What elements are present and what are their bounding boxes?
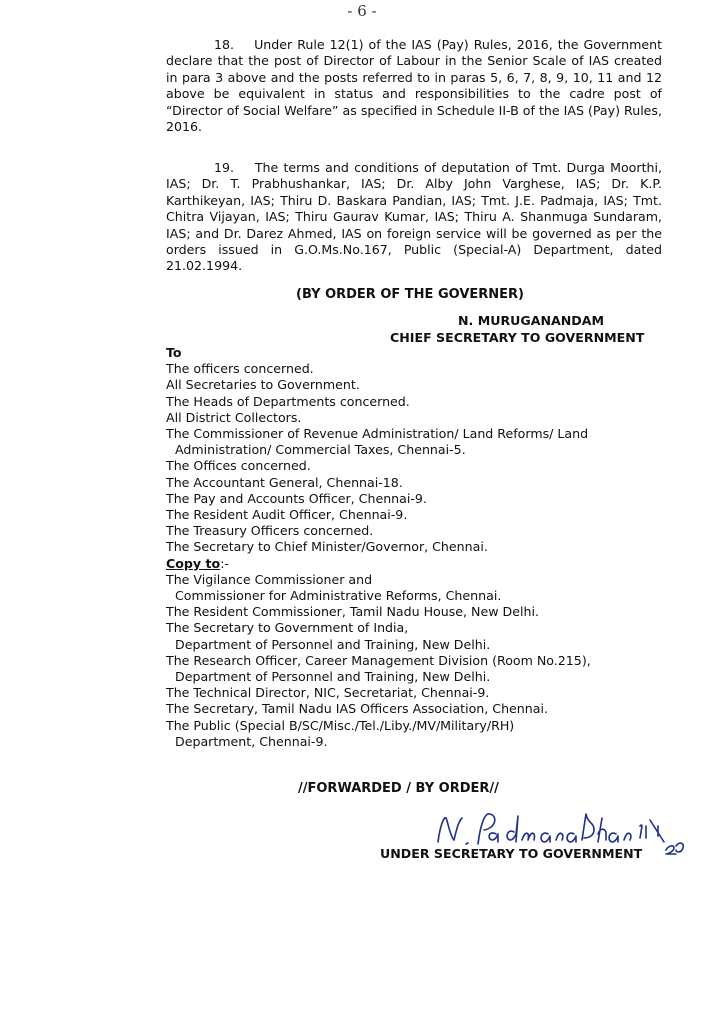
to-list-item: The Pay and Accounts Officer, Chennai-9. (166, 490, 427, 506)
copy-list-item: The Technical Director, NIC, Secretariat, Chennai-9. (166, 685, 490, 701)
copy-list-item: The Public (Special B/SC/Misc./Tel./Liby./MV/Military/RH) (166, 717, 515, 733)
paragraph-18-number: 18. (214, 37, 235, 52)
copy-list-item: Department, Chennai-9. (175, 733, 328, 749)
copy-list-item: The Research Officer, Career Management Division (Room No.215), (166, 652, 591, 668)
to-list-item: The Resident Audit Officer, Chennai-9. (166, 507, 408, 523)
to-list-item: The Treasury Officers concerned. (166, 523, 374, 539)
to-heading: To (166, 345, 182, 360)
page-number: - 6 - (347, 2, 377, 20)
copy-list-item: Department of Personnel and Training, New Delhi. (175, 636, 491, 652)
paragraph-19-number: 19. (214, 160, 235, 175)
to-list-item: The Heads of Departments concerned. (166, 393, 410, 409)
copy-to-heading: Copy to (166, 555, 221, 571)
copy-list-item: The Secretary to Government of India, (166, 620, 409, 636)
signatory-title: CHIEF SECRETARY TO GOVERNMENT (390, 330, 645, 345)
paragraph-19-text: The terms and conditions of deputation of Tmt. Durga Moorthi, IAS; Dr. T. Prabhushankar, IAS; Dr. Alby John Varghese, IAS; Dr. K.P. Karthikeyan, IAS; Thiru D. Baskara Pandian, IAS; Tmt. J.E. Padmaja, IAS; Tmt. Chitra Vijayan, IAS; Thiru Gaurav Kumar, IAS; Thiru A. Shanmuga Sundaram, IAS; and Dr. Darez Ahmed, IAS on foreign service will be governed as per the orders issued in G.O.Ms.No.167, Public (Special-A) Department, dated 21.02.1994. (166, 160, 662, 274)
copy-list-item: The Resident Commissioner, Tamil Nadu House, New Delhi. (166, 604, 539, 620)
under-secretary-title: UNDER SECRETARY TO GOVERNMENT (380, 846, 643, 861)
to-list-item: All Secretaries to Government. (166, 377, 360, 393)
paragraph-18-text: Under Rule 12(1) of the IAS (Pay) Rules, 2016, the Government declare that the post of Director of Labour in the Senior Scale of IAS created in para 3 above and the posts referred to in paras 5, 6, 7, 8, 9, 10, 11 and 12 above be equivalent in status and responsibilities to the cadre post of “Director of Social Welfare” as specified in Schedule II-B of the IAS (Pay) Rules, 2016. (166, 37, 663, 135)
paragraph-18 (166, 37, 662, 135)
copy-to-suffix: :- (220, 555, 229, 571)
distribution-list (166, 345, 666, 750)
copy-list-item: The Secretary, Tamil Nadu IAS Officers Association, Chennai. (166, 701, 548, 717)
to-list-item: The Offices concerned. (166, 458, 311, 474)
to-list-item: All District Collectors. (166, 409, 302, 425)
by-order-heading: (BY ORDER OF THE GOVERNER) (296, 287, 524, 302)
signatory-name: N. MURUGANANDAM (458, 313, 605, 328)
to-list-item: The Secretary to Chief Minister/Governor, Chennai. (166, 539, 488, 555)
copy-to-heading-row (166, 556, 666, 572)
copy-list-item: Commissioner for Administrative Reforms, Chennai. (175, 588, 502, 604)
forwarded-by-order: //FORWARDED / BY ORDER// (298, 781, 499, 796)
copy-list-item: The Vigilance Commissioner and (166, 571, 373, 587)
paragraph-19 (166, 160, 662, 275)
to-list-item: The Accountant General, Chennai-18. (166, 474, 403, 490)
to-list-item: The officers concerned. (166, 361, 314, 377)
to-list-item: The Commissioner of Revenue Administration/ Land Reforms/ Land (166, 426, 589, 442)
copy-list-item: Department of Personnel and Training, New Delhi. (175, 669, 491, 685)
to-list-item: Administration/ Commercial Taxes, Chennai-5. (175, 442, 466, 458)
